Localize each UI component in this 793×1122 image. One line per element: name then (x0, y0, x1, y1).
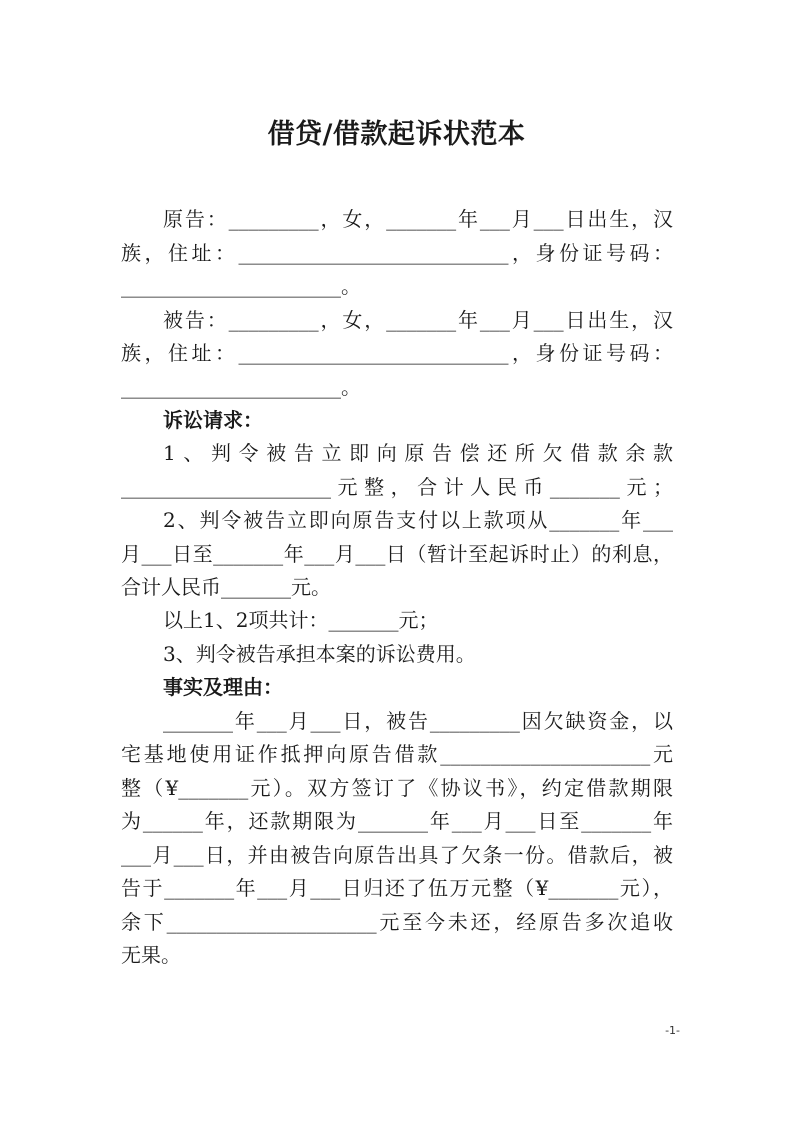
facts-line-5: ___月___日，并由被告向原告出具了欠条一份。借款后，被 (121, 843, 673, 867)
plaintiff-line-2: 族，住址：___________________________，身份证号码： (121, 241, 673, 265)
facts-line-2: 宅基地使用证作抵押向原告借款_____________________元 (121, 742, 673, 766)
facts-line-3: 整（¥_______元）。双方签订了《协议书》，约定借款期限 (121, 776, 673, 800)
facts-line-6: 告于_______年___月___日归还了伍万元整（¥_______元）， (121, 876, 673, 900)
facts-line-8: 无果。 (121, 943, 181, 967)
claim-2-line-2: 月___日至_______年___月___日（暂计至起诉时止）的利息， (121, 542, 673, 566)
facts-line-7: 余下_____________________元至今未还，经原告多次追收 (121, 910, 673, 934)
claim-1-line-1: 1、判令被告立即向原告偿还所欠借款余款 (163, 441, 673, 465)
claim-2-line-1: 2、判令被告立即向原告支付以上款项从_______年___ (163, 508, 673, 532)
plaintiff-line-3: ______________________。 (121, 274, 361, 298)
claim-2-line-3: 合计人民币_______元。 (121, 575, 331, 599)
facts-line-1: _______年___月___日，被告_________因欠缺资金，以 (163, 709, 673, 733)
claims-heading: 诉讼请求： (163, 408, 263, 432)
defendant-line-3: ______________________。 (121, 375, 361, 399)
page-number: -1- (665, 1024, 680, 1037)
document-title: 借贷/借款起诉状范本 (267, 119, 526, 150)
defendant-line-1: 被告：_________，女，_______年___月___日出生，汉 (163, 308, 673, 332)
claim-1-line-2: _____________________元整，合计人民币_______元； (121, 475, 673, 499)
defendant-line-2: 族，住址：___________________________，身份证号码： (121, 341, 673, 365)
facts-line-4: 为______年，还款期限为_______年___月___日至_______年 (121, 809, 673, 833)
claim-3-line: 3、判令被告承担本案的诉讼费用。 (163, 642, 476, 666)
facts-heading: 事实及理由： (163, 675, 283, 699)
claims-total-line: 以上1、2项共计：_______元； (163, 608, 439, 632)
plaintiff-line-1: 原告：_________，女，_______年___月___日出生，汉 (163, 207, 673, 231)
